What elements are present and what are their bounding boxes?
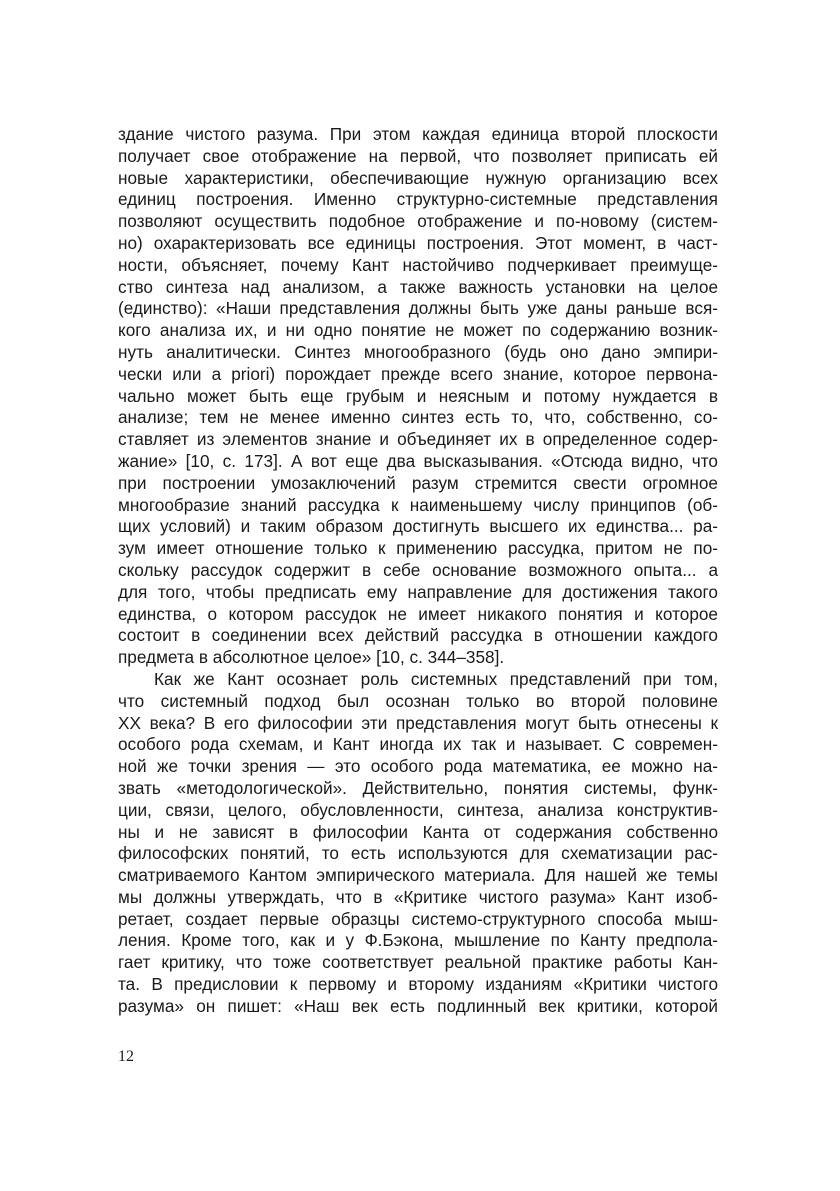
text-line: многообразие знаний рассудка к наименьшему числу принципов (об- [118,494,718,515]
text-line: единиц построения. Именно структурно-системные представления [118,189,718,210]
text-line: ления. Кроме того, как и у Ф.Бэкона, мышление по Канту предпола- [118,930,718,951]
text-line: скольку рассудок содержит в себе основание возможного опыта... а [118,559,718,580]
body-text [118,124,718,1018]
text-line: анализе; тем не менее именно синтез есть то, что, собственно, со- [118,407,718,428]
text-line: гает критику, что тоже соответствует реальной практике работы Кан- [118,952,718,973]
text-line: но) охарактеризовать все единицы построения. Этот момент, в част- [118,232,718,253]
text-line: сматриваемого Кантом эмпирического материала. Для нашей же темы [118,865,718,886]
text-line: ство синтеза над анализом, а также важность установки на целое [118,276,718,297]
text-line: Как же Кант осознает роль системных представлений при том, [154,668,718,689]
text-line: нуть аналитически. Синтез многообразного (будь оно дано эмпири- [118,341,718,362]
text-line: получает свое отображение на первой, что позволяет приписать ей [118,145,718,166]
text-line: (единство): «Наши представления должны быть уже даны раньше вся- [118,298,718,319]
text-line: здание чистого разума. При этом каждая единица второй плоскости [118,124,718,144]
text-line: философских понятий, то есть используются для схематизации рас- [118,843,718,864]
text-line: предмета в абсолютное целое» [10, с. 344–358]. [118,647,505,668]
text-line: новые характеристики, обеспечивающие нужную организацию всех [118,167,718,188]
text-line: ретает, создает первые образцы системо-структурного способа мыш- [118,908,718,929]
text-line: щих условий) и таким образом достигнуть высшего их единства... ра- [118,516,718,537]
text-line: ности, объясняет, почему Кант настойчиво подчеркивает преимуще- [118,254,718,275]
text-line: зум имеет отношение только к применению рассудка, притом не по- [118,538,718,559]
text-line: ставляет из элементов знание и объединяет их в определенное содер- [118,429,718,450]
text-line: ны и не зависят в философии Канта от содержания собственно [118,821,718,842]
text-line: что системный подход был осознан только во второй половине [118,690,718,711]
text-line: для того, чтобы предписать ему направление для достижения такого [118,581,718,602]
text-line: чески или a priori) порождает прежде всего знание, которое первона- [118,363,718,384]
text-line: единства, о котором рассудок не имеет никакого понятия и которое [118,603,718,624]
text-line: ной же точки зрения — это особого рода математика, ее можно на- [118,756,718,777]
text-line: чально может быть еще грубым и неясным и потому нуждается в [118,385,718,406]
text-line: XX века? В его философии эти представления могут быть отнесены к [118,712,718,733]
text-line: та. В предисловии к первому и второму изданиям «Критики чистого [118,974,718,995]
text-line: разума» он пишет: «Наш век есть подлинный век критики, которой [118,995,718,1016]
text-line: при построении умозаключений разум стремится свести огромное [118,472,718,493]
text-line: жание» [10, с. 173]. А вот еще два высказывания. «Отсюда видно, что [118,450,718,471]
text-line: особого рода схемам, и Кант иногда их так и называет. С современ- [118,734,718,755]
page-number: 12 [118,1048,134,1065]
text-line: состоит в соединении всех действий рассудка в отношении каждого [118,625,718,646]
text-line: мы должны утверждать, что в «Критике чистого разума» Кант изоб- [118,886,718,907]
text-line: кого анализа их, и ни одно понятие не может по содержанию возник- [118,320,718,341]
text-line: позволяют осуществить подобное отображение и по-новому (систем- [118,211,718,232]
text-line: ции, связи, целого, обусловленности, синтеза, анализа конструктив- [118,799,718,820]
text-line: звать «методологической». Действительно, понятия системы, функ- [118,777,718,798]
